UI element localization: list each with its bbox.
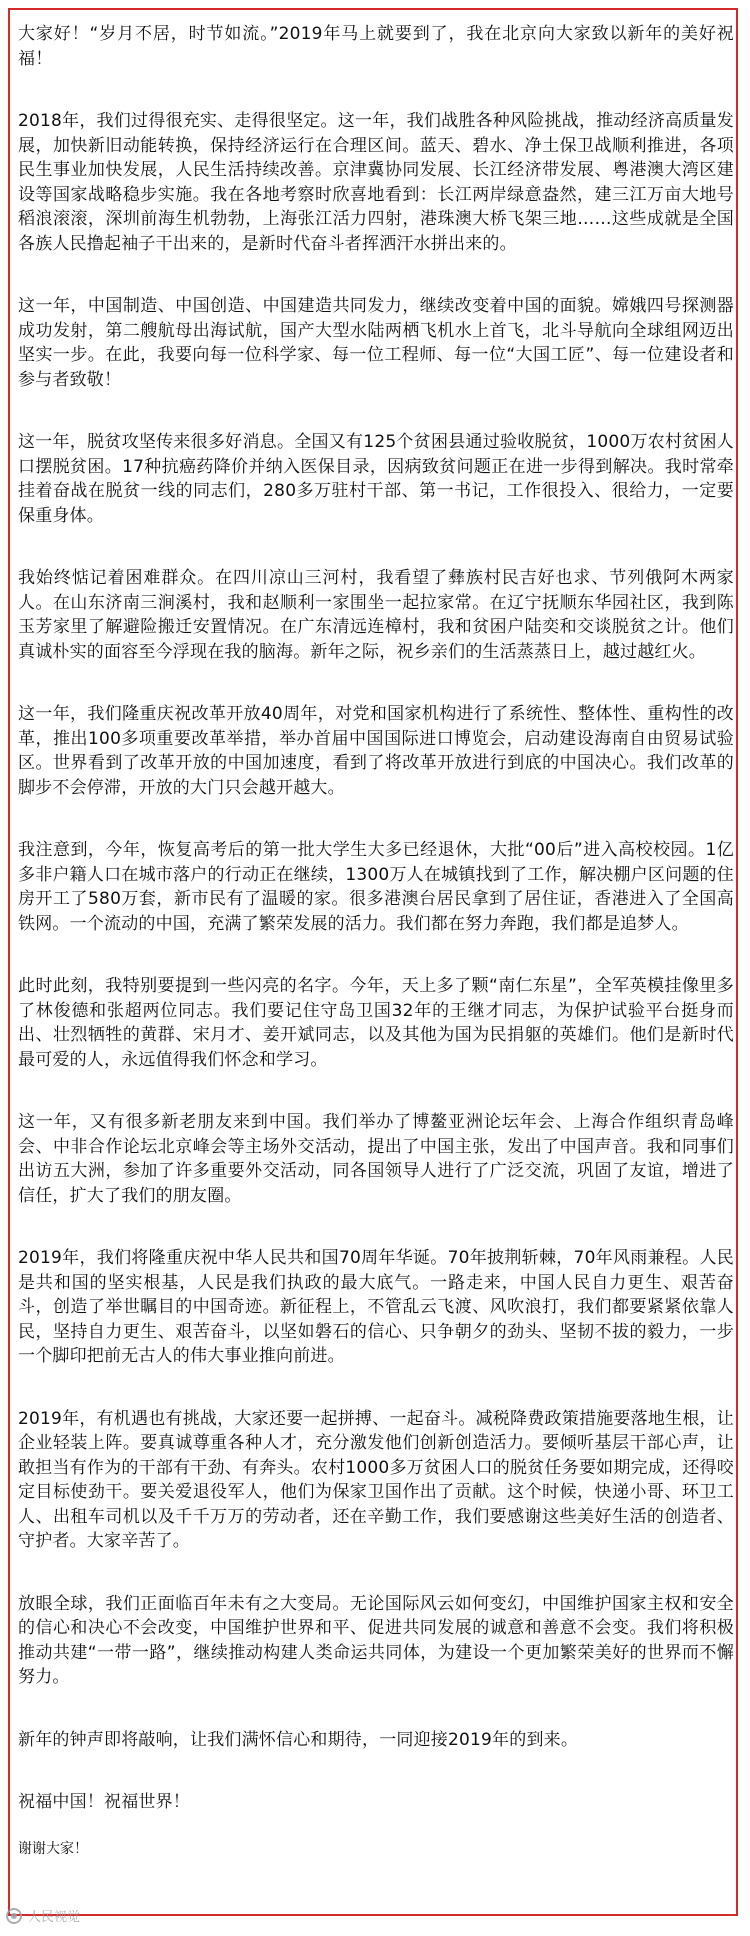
watermark-logo-icon bbox=[6, 1908, 22, 1924]
document-body bbox=[18, 22, 734, 1859]
paragraph-poverty: 这一年，脱贫攻坚传来很多好消息。全国又有125个贫困县通过验收脱贫，1000万农村贫困人口摆脱贫困。17种抗癌药降价并纳入医保目录，因病致贫问题正在进一步得到解决。我时常牵挂着奋战在脱贫一线的同志们，280多万驻村干部、第一书记，工作很投入、很给力，一定要保重身体。 bbox=[18, 432, 734, 526]
paragraph-diplomacy: 这一年，又有很多新老朋友来到中国。我们举办了博鳌亚洲论坛年会、上海合作组织青岛峰会、中非合作论坛北京峰会等主场外交活动，提出了中国主张，发出了中国声音。我和同事们出访五大洲，参加了许多重要外交活动，同各国领导人进行了广泛交流，巩固了友谊，增进了信任，扩大了我们的朋友圈。 bbox=[18, 1112, 734, 1206]
paragraph-needy: 我始终惦记着困难群众。在四川凉山三河村，我看望了彝族村民吉好也求、节列俄阿木两家人。在山东济南三涧溪村，我和赵顺利一家围坐一起拉家常。在辽宁抚顺东华园社区，我到陈玉芳家里了解避险搬迁安置情况。在广东清远连樟村，我和贫困户陆奕和交谈脱贫之计。他们真诚朴实的面容至今浮现在我的脑海。新年之际，祝乡亲们的生活蒸蒸日上，越过越红火。 bbox=[18, 568, 734, 662]
paragraph-2019-tasks: 2019年，有机遇也有挑战，大家还要一起拼搏、一起奋斗。减税降费政策措施要落地生根，让企业轻装上阵。要真诚尊重各种人才，充分激发他们创新创造活力。要倾听基层干部心声，让敢担当有作为的干部有干劲、有奔头。农村1000多万贫困人口的脱贫任务要如期完成，还得咬定目标使劲干。要关爱退役军人，他们为保家卫国作出了贡献。这个时候，快递小哥、环卫工人、出租车司机以及千千万万的劳动者，还在辛勤工作，我们要感谢这些美好生活的创造者、守护者。大家辛苦了。 bbox=[18, 1408, 734, 1551]
paragraph-manufacturing: 这一年，中国制造、中国创造、中国建造共同发力，继续改变着中国的面貌。嫦娥四号探测器成功发射，第二艘航母出海试航，国产大型水陆两栖飞机水上首飞，北斗导航向全球组网迈出坚实一步。在此，我要向每一位科学家、每一位工程师、每一位“大国工匠”、每一位建设者和参与者致敬！ bbox=[18, 296, 734, 390]
paragraph-dreamers: 我注意到，今年，恢复高考后的第一批大学生大多已经退休，大批“00后”进入高校校园。1亿多非户籍人口在城市落户的行动正在继续，1300万人在城镇找到了工作，解决棚户区问题的住房开工了580万套，新市民有了温暖的家。很多港澳台居民拿到了居住证，香港进入了全国高铁网。一个流动的中国，充满了繁荣发展的活力。我们都在努力奔跑，我们都是追梦人。 bbox=[18, 840, 734, 934]
paragraph-greeting: 大家好！“岁月不居，时节如流。”2019年马上就要到了，我在北京向大家致以新年的美好祝福！ bbox=[18, 24, 734, 69]
paragraph-blessing: 祝福中国！祝福世界！ bbox=[18, 1792, 190, 1812]
paragraph-global: 放眼全球，我们正面临百年未有之大变局。无论国际风云如何变幻，中国维护国家主权和安全的信心和决心不会改变，中国维护世界和平、促进共同发展的诚意和善意不会变。我们将积极推动共建“一带一路”，继续推动构建人类命运共同体，为建设一个更加繁荣美好的世界而不懈努力。 bbox=[18, 1593, 734, 1687]
paragraph-new-year-bell: 新年的钟声即将敲响，让我们满怀信心和期待，一同迎接2019年的到来。 bbox=[18, 1729, 579, 1750]
watermark-text: 人民视觉 bbox=[28, 1910, 81, 1925]
closing-thanks: 谢谢大家！ bbox=[18, 1840, 88, 1857]
paragraph-70th-anniversary: 2019年，我们将隆重庆祝中华人民共和国70周年华诞。70年披荆斩棘，70年风雨兼程。人民是共和国的坚实根基，人民是我们执政的最大底气。一路走来，中国人民自力更生、艰苦奋斗，创造了举世瞩目的中国奇迹。新征程上，不管乱云飞渡、风吹浪打，我们都要紧紧依靠人民，坚持自力更生、艰苦奋斗，以坚如磐石的信心、只争朝夕的劲头、坚韧不拔的毅力，一步一个脚印把前无古人的伟大事业推向前进。 bbox=[18, 1248, 734, 1366]
paragraph-heroes: 此时此刻，我特别要提到一些闪亮的名字。今年，天上多了颗“南仁东星”，全军英模挂像里多了林俊德和张超两位同志。我们要记住守岛卫国32年的王继才同志，为保护试验平台挺身而出、壮烈牺牲的黄群、宋月才、姜开斌同志，以及其他为国为民捐躯的英雄们。他们是新时代最可爱的人，永远值得我们怀念和学习。 bbox=[18, 976, 734, 1070]
paragraph-reform: 这一年，我们隆重庆祝改革开放40周年，对党和国家机构进行了系统性、整体性、重构性的改革，推出100多项重要改革举措，举办首届中国国际进口博览会，启动建设海南自由贸易试验区。世界看到了改革开放的中国加速度，看到了将改革开放进行到底的中国决心。我们改革的脚步不会停滞，开放的大门只会越开越大。 bbox=[18, 704, 734, 798]
watermark bbox=[6, 1906, 80, 1925]
paragraph-2018-review: 2018年，我们过得很充实、走得很坚定。这一年，我们战胜各种风险挑战，推动经济高质量发展，加快新旧动能转换，保持经济运行在合理区间。蓝天、碧水、净土保卫战顺利推进，各项民生事业加快发展，人民生活持续改善。京津冀协同发展、长江经济带发展、粤港澳大湾区建设等国家战略稳步实施。我在各地考察时欣喜地看到：长江两岸绿意盎然，建三江万亩大地号稻浪滚滚，深圳前海生机勃勃，上海张江活力四射，港珠澳大桥飞架三地……这些成就是全国各族人民撸起袖子干出来的，是新时代奋斗者挥洒汗水拼出来的。 bbox=[18, 111, 734, 254]
